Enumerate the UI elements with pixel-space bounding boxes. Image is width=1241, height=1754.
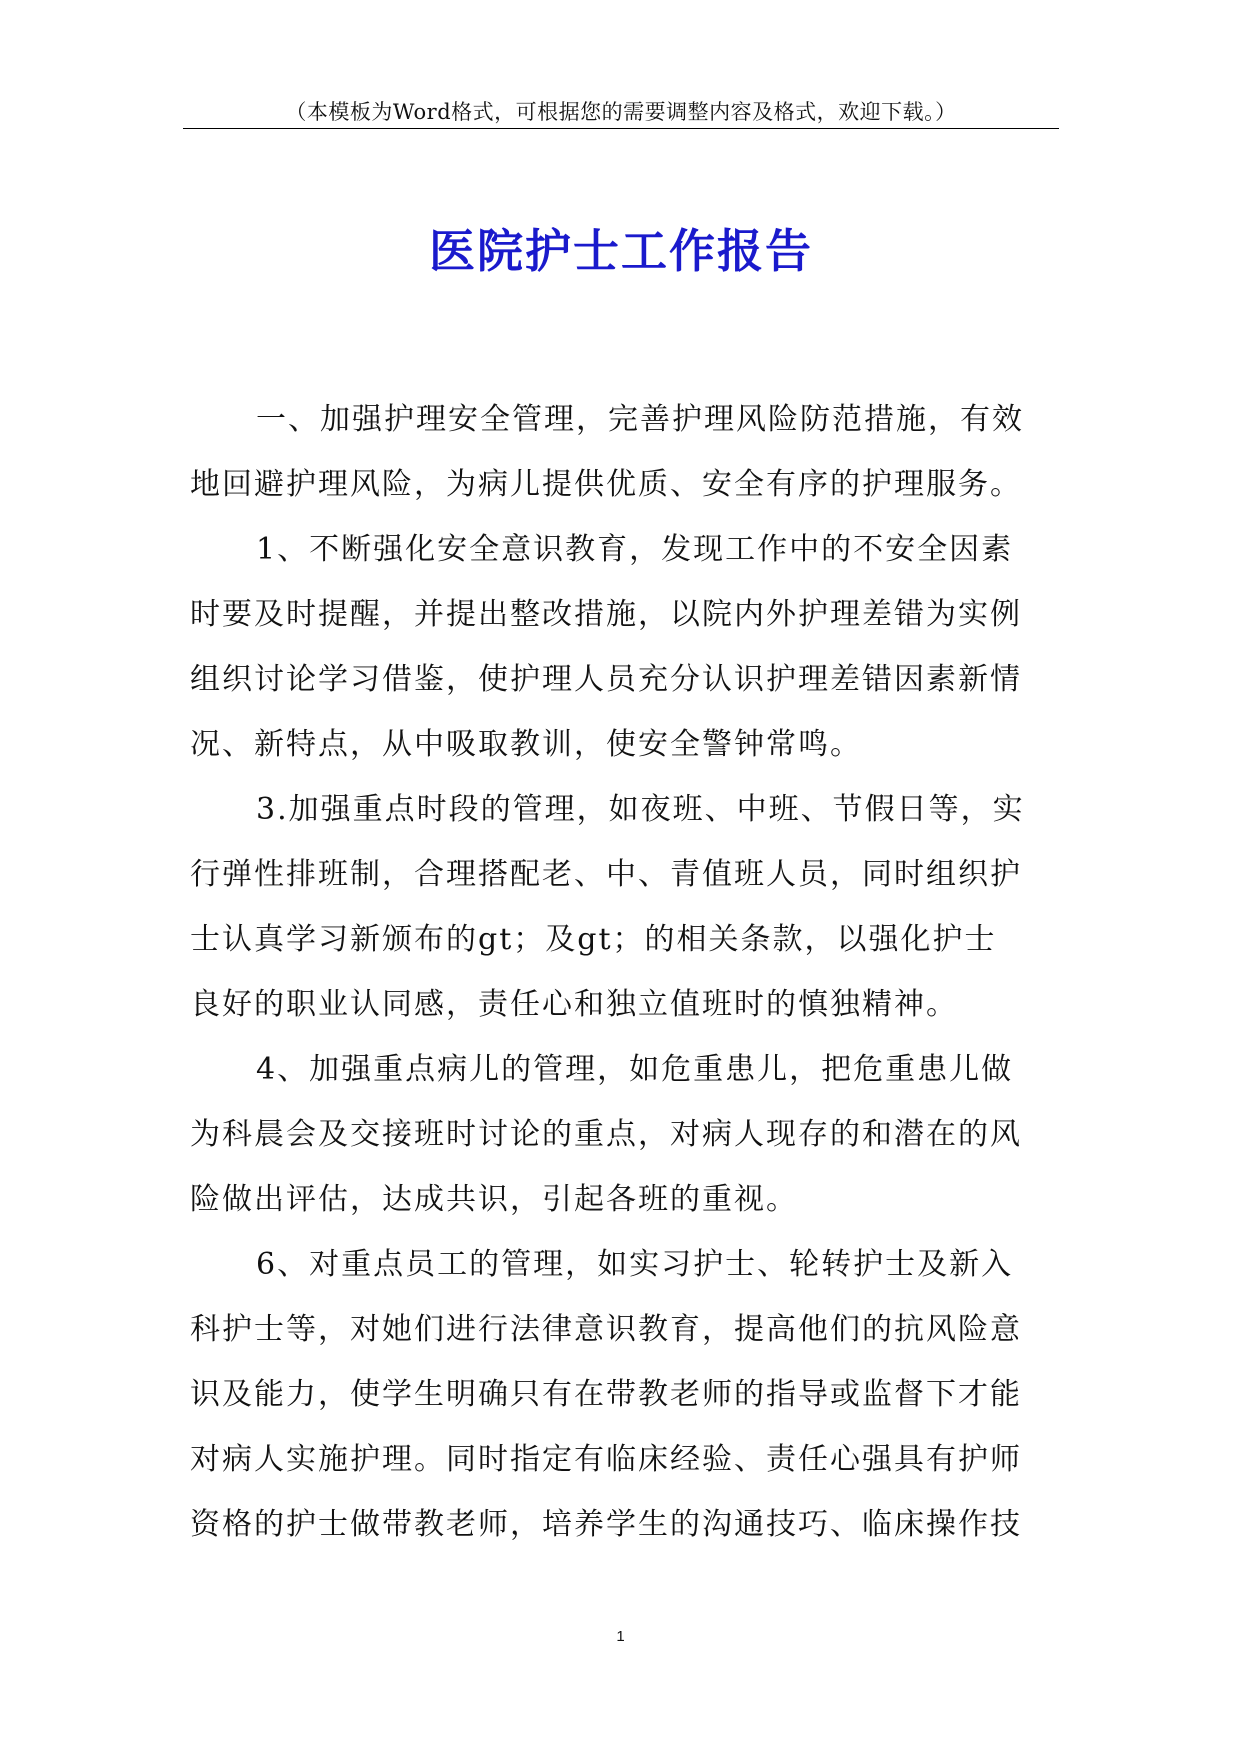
paragraph-line: 科护士等，对她们进行法律意识教育，提高他们的抗风险意 <box>190 1312 1022 1347</box>
header-note: （本模板为Word格式，可根据您的需要调整内容及格式，欢迎下载。） <box>285 100 957 124</box>
paragraph-line: 良好的职业认同感，责任心和独立值班时的慎独精神。 <box>190 987 958 1022</box>
paragraph-line: 6、对重点员工的管理，如实习护士、轮转护士及新入 <box>256 1247 1014 1282</box>
paragraph-line: 3.加强重点时段的管理，如夜班、中班、节假日等，实 <box>256 792 1025 827</box>
paragraph-line: 况、新特点，从中吸取教训，使安全警钟常鸣。 <box>190 727 862 762</box>
paragraph-line: 为科晨会及交接班时讨论的重点，对病人现存的和潜在的风 <box>190 1117 1022 1152</box>
paragraph-line: 士认真学习新颁布的gt；及gt；的相关条款，以强化护士 <box>190 922 997 957</box>
paragraph-line: 一、加强护理安全管理，完善护理风险防范措施，有效 <box>256 402 1024 437</box>
paragraph-line: 时要及时提醒，并提出整改措施，以院内外护理差错为实例 <box>190 597 1022 632</box>
paragraph-line: 4、加强重点病儿的管理，如危重患儿，把危重患儿做 <box>256 1052 1014 1087</box>
paragraph-line: 资格的护士做带教老师，培养学生的沟通技巧、临床操作技 <box>190 1507 1022 1542</box>
paragraph-line: 组织讨论学习借鉴，使护理人员充分认识护理差错因素新情 <box>190 662 1022 697</box>
paragraph-line: 地回避护理风险，为病儿提供优质、安全有序的护理服务。 <box>190 467 1022 502</box>
paragraph-line: 行弹性排班制，合理搭配老、中、青值班人员，同时组织护 <box>190 857 1022 892</box>
paragraph-line: 险做出评估，达成共识，引起各班的重视。 <box>190 1182 798 1217</box>
paragraph-line: 识及能力，使学生明确只有在带教老师的指导或监督下才能 <box>190 1377 1022 1412</box>
paragraph-line: 对病人实施护理。同时指定有临床经验、责任心强具有护师 <box>190 1442 1022 1477</box>
paragraph-line: 1、不断强化安全意识教育，发现工作中的不安全因素 <box>256 532 1014 567</box>
document-title: 医院护士工作报告 <box>429 224 813 278</box>
page-number: 1 <box>616 1628 625 1645</box>
header-divider <box>183 128 1059 129</box>
